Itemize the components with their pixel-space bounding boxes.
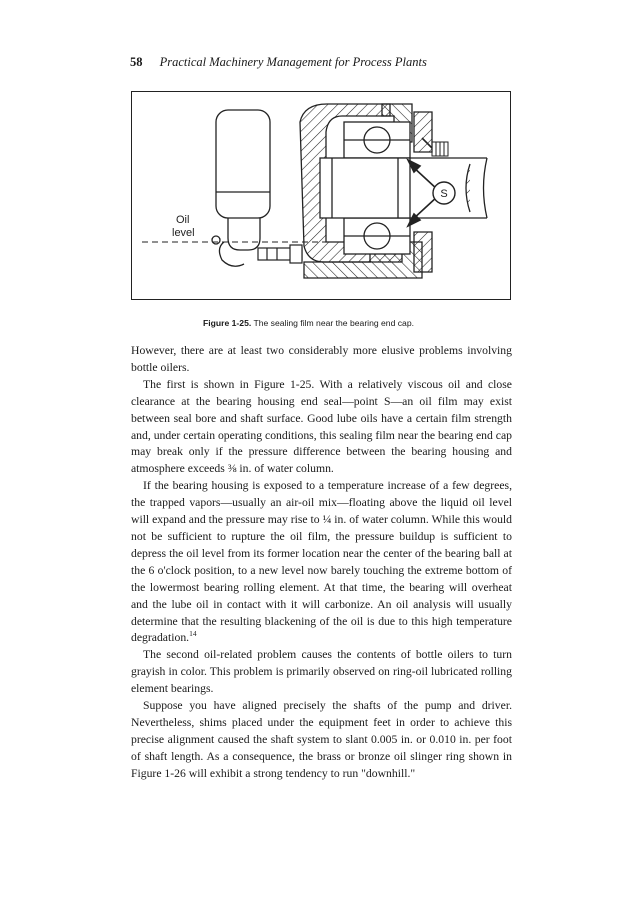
paragraph-1: However, there are at least two considerably more elusive problems involving bottle oilers. bbox=[131, 344, 512, 374]
paragraph-3-text: If the bearing housing is exposed to a temperature increase of a few degrees, the trapped vapors—usually an air-oil mix—floating above the liquid oil level will expand and the pressure may rise to ¼ in. of water column. While this would not be sufficient to rupture the oil film, the pressure buildup is sufficient to depress the oil level from its former location near the center of the bearing ball at the 6 o'clock position, to a new level now barely touching the extreme bottom of the lowermost bearing rolling element. At that time, the bearing will overheat and the lube oil in contact with it will carbonize. An oil analysis will usually determine that the resulting blackening of the oil is due to this high temperature degradation. bbox=[131, 479, 512, 645]
shaft bbox=[320, 158, 487, 218]
page-number: 58 bbox=[130, 55, 143, 69]
oil-label: Oil bbox=[176, 214, 190, 226]
paragraph-5: Suppose you have aligned precisely the shafts of the pump and driver. Nevertheless, shims placed under the equipment feet in order to achieve this precise alignment caused the shaft system to slant 0.005 in. or 0.010 in. per foot of shaft length. As a consequence, the brass or bronze oil slinger ring shown in Figure 1-26 will exhibit a strong tendency to run "downhill." bbox=[131, 699, 512, 780]
bottle-oiler bbox=[212, 110, 270, 266]
running-title: Practical Machinery Management for Process Plants bbox=[159, 55, 427, 69]
body-text bbox=[131, 343, 512, 783]
figure-1-25 bbox=[131, 91, 511, 300]
figure-caption-text: The sealing film near the bearing end cap. bbox=[253, 318, 415, 328]
reference-superscript: 14 bbox=[189, 629, 197, 639]
level-label: level bbox=[172, 227, 195, 239]
running-header bbox=[130, 55, 427, 70]
connecting-pipe bbox=[258, 245, 302, 263]
figure-caption bbox=[203, 318, 414, 328]
paragraph-3 bbox=[131, 478, 512, 647]
paragraph-4: The second oil-related problem causes the contents of bottle oilers to turn grayish in color. This problem is primarily observed on ring-oil lubricated rolling element bearings. bbox=[131, 648, 512, 696]
paragraph-2: The first is shown in Figure 1-25. With a relatively viscous oil and close clearance at the bearing housing end seal—point S—an oil film may exist between seal bore and shaft surface. Good lube oils have a certain film strength and, under certain operating conditions, this sealing film near the bearing end cap may break only if the pressure difference between the bearing housing and atmosphere exceeds ⅜ in. of water column. bbox=[131, 377, 513, 476]
bearing-housing-drawing bbox=[132, 92, 510, 299]
point-s-label: S bbox=[440, 188, 448, 200]
figure-caption-label: Figure 1-25. bbox=[203, 318, 252, 328]
end-cap bbox=[432, 142, 448, 156]
